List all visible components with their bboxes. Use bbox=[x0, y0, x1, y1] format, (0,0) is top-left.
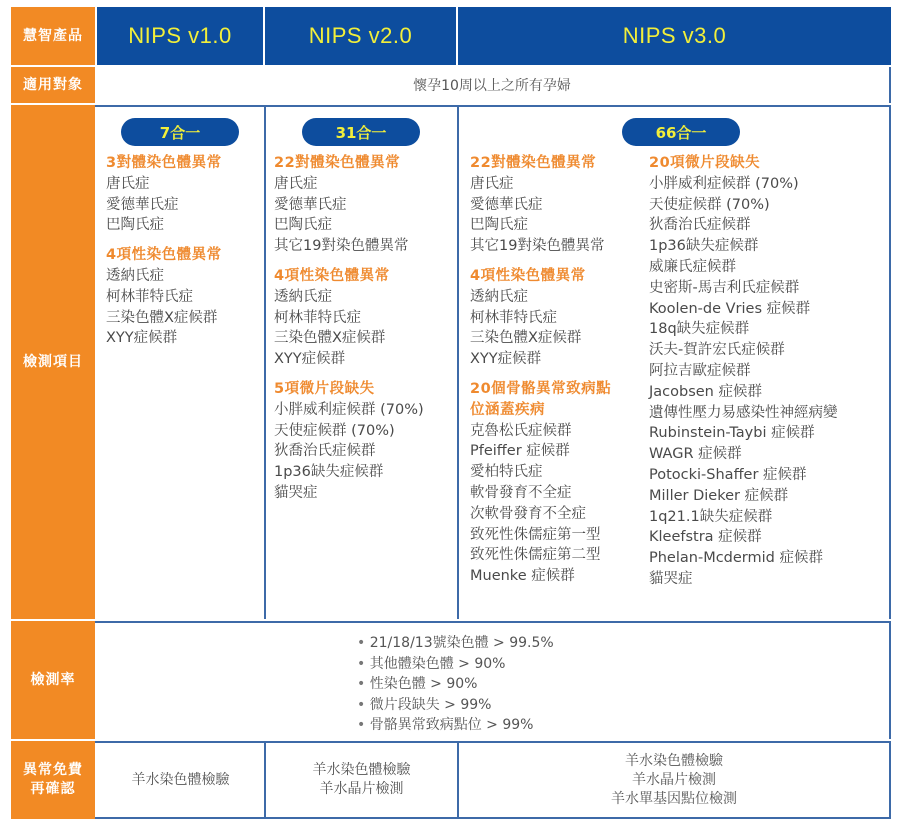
list-item: Koolen-de Vries 症候群 bbox=[649, 300, 811, 317]
confirm-item: 羊水染色體檢驗 bbox=[625, 752, 723, 769]
list-item: 威廉氏症候群 bbox=[649, 258, 736, 275]
list-item: 小胖威利症候群 (70%) bbox=[274, 401, 424, 418]
list-item: 愛德華氏症 bbox=[106, 196, 179, 213]
header-row bbox=[11, 7, 891, 65]
list-item: XYY症候群 bbox=[106, 330, 178, 347]
v2-items bbox=[274, 153, 424, 504]
list-item: 巴陶氏症 bbox=[274, 217, 332, 234]
list-item: 三染色體X症候群 bbox=[106, 309, 218, 326]
target-text: 懷孕10周以上之所有孕婦 bbox=[413, 78, 571, 94]
list-item: 克魯松氏症候群 bbox=[470, 422, 572, 439]
list-item: 天使症候群 (70%) bbox=[649, 196, 770, 213]
rate-item: • 骨骼異常致病點位 > 99% bbox=[357, 715, 554, 736]
list-item: 1p36缺失症候群 bbox=[649, 238, 759, 255]
list-item: 貓哭症 bbox=[649, 570, 693, 587]
section-title: 20項微片段缺失 bbox=[649, 155, 761, 171]
list-item: 三染色體X症候群 bbox=[470, 330, 582, 347]
rate-item: • 微片段缺失 > 99% bbox=[357, 695, 554, 716]
section-title: 4項性染色體異常 bbox=[470, 267, 586, 284]
list-item: XYY症候群 bbox=[470, 351, 542, 368]
pill-31in1: 31合一 bbox=[302, 118, 420, 146]
list-item: 史密斯-馬吉利氏症候群 bbox=[649, 279, 800, 296]
list-item: 1q21.1缺失症候群 bbox=[649, 508, 773, 525]
list-item: 阿拉吉歐症候群 bbox=[649, 362, 751, 379]
list-item: 沃夫-賀許宏氏症候群 bbox=[649, 342, 785, 359]
section-title: 4項性染色體異常 bbox=[106, 247, 222, 264]
list-item: 透納氏症 bbox=[470, 288, 528, 305]
confirm-row bbox=[11, 741, 891, 819]
list-item: 致死性侏儒症第二型 bbox=[470, 547, 601, 564]
list-item: XYY症候群 bbox=[274, 351, 346, 368]
list-item: 遺傳性壓力易感染性神經病變 bbox=[649, 404, 838, 421]
confirm-item: 羊水晶片檢測 bbox=[632, 771, 716, 788]
rate-item: • 其他體染色體 > 90% bbox=[357, 654, 554, 675]
divider bbox=[264, 105, 266, 619]
list-item: 次軟骨發育不全症 bbox=[470, 505, 586, 522]
list-item: 三染色體X症候群 bbox=[274, 330, 386, 347]
rate-list bbox=[357, 633, 554, 736]
list-item: 軟骨發育不全症 bbox=[470, 484, 572, 501]
list-item: Jacobsen 症候群 bbox=[649, 383, 762, 400]
list-item: Phelan-Mcdermid 症候群 bbox=[649, 550, 823, 567]
confirm-item: 羊水單基因點位檢測 bbox=[611, 790, 737, 807]
header-nips-v1: NIPS v1.0 bbox=[97, 7, 263, 65]
list-item: 唐氏症 bbox=[274, 175, 318, 192]
label-confirm bbox=[11, 741, 95, 819]
list-item: 18q缺失症候群 bbox=[649, 321, 750, 338]
header-nips-v3: NIPS v3.0 bbox=[458, 7, 891, 65]
items-row bbox=[11, 105, 891, 619]
list-item: 柯林菲特氏症 bbox=[106, 288, 193, 305]
section-title: 5項微片段缺失 bbox=[274, 380, 375, 397]
list-item: 愛柏特氏症 bbox=[470, 464, 543, 481]
confirm-item: 羊水染色體檢驗 bbox=[312, 762, 411, 778]
list-item: 狄喬治氏症候群 bbox=[649, 217, 751, 234]
label-confirm-line2: 再確認 bbox=[30, 781, 76, 797]
confirm-v1 bbox=[97, 743, 264, 817]
list-item: 巴陶氏症 bbox=[470, 217, 528, 234]
list-item: 貓哭症 bbox=[274, 484, 318, 501]
label-product: 慧智產品 bbox=[11, 7, 95, 65]
list-item: 1p36缺失症候群 bbox=[274, 464, 384, 481]
divider bbox=[457, 105, 459, 619]
list-item: 天使症候群 (70%) bbox=[274, 422, 395, 439]
section-title: 4項性染色體異常 bbox=[274, 267, 390, 284]
section-title: 3對體染色體異常 bbox=[106, 155, 222, 171]
v1-items bbox=[106, 153, 222, 349]
list-item: 愛德華氏症 bbox=[274, 196, 347, 213]
rate-item: • 21/18/13號染色體 > 99.5% bbox=[357, 633, 554, 654]
list-item: 透納氏症 bbox=[274, 288, 332, 305]
confirm-item: 羊水染色體檢驗 bbox=[131, 771, 230, 788]
list-item: 其它19對染色體異常 bbox=[470, 238, 605, 255]
list-item: Miller Dieker 症候群 bbox=[649, 487, 789, 504]
list-item: 致死性侏儒症第一型 bbox=[470, 526, 601, 543]
section-title: 22對體染色體異常 bbox=[274, 155, 401, 171]
pill-7in1: 7合一 bbox=[121, 118, 239, 146]
section-title: 22對體染色體異常 bbox=[470, 155, 597, 171]
target-cell bbox=[95, 67, 891, 103]
list-item: 巴陶氏症 bbox=[106, 217, 164, 234]
confirm-v2 bbox=[266, 743, 457, 817]
list-item: WAGR 症候群 bbox=[649, 446, 742, 463]
list-item: 狄喬治氏症候群 bbox=[274, 443, 376, 460]
list-item: Kleefstra 症候群 bbox=[649, 529, 762, 546]
list-item: 透納氏症 bbox=[106, 267, 164, 284]
label-target: 適用對象 bbox=[11, 67, 95, 103]
label-items: 檢測項目 bbox=[11, 105, 95, 619]
list-item: 柯林菲特氏症 bbox=[274, 309, 361, 326]
v3-right-items bbox=[649, 153, 838, 590]
header-nips-v2: NIPS v2.0 bbox=[265, 7, 456, 65]
list-item: 小胖威利症候群 (70%) bbox=[649, 175, 799, 192]
rate-row bbox=[11, 621, 891, 739]
pill-66in1: 66合一 bbox=[622, 118, 740, 146]
section-title: 20個骨骼異常致病點 bbox=[470, 380, 612, 397]
list-item: Potocki-Shaffer 症候群 bbox=[649, 466, 807, 483]
list-item: Rubinstein-Taybi 症候群 bbox=[649, 425, 815, 442]
list-item: 其它19對染色體異常 bbox=[274, 238, 409, 255]
target-row bbox=[11, 67, 891, 103]
section-title: 位涵蓋疾病 bbox=[470, 401, 545, 418]
list-item: 柯林菲特氏症 bbox=[470, 309, 557, 326]
label-rate: 檢測率 bbox=[11, 621, 95, 739]
list-item: 愛德華氏症 bbox=[470, 196, 543, 213]
label-confirm-line1: 異常免費 bbox=[23, 762, 83, 778]
confirm-v3 bbox=[459, 743, 889, 817]
v3-left-items bbox=[470, 153, 611, 587]
list-item: 唐氏症 bbox=[470, 175, 514, 192]
list-item: 唐氏症 bbox=[106, 175, 150, 192]
confirm-item: 羊水晶片檢測 bbox=[319, 781, 404, 797]
list-item: Muenke 症候群 bbox=[470, 568, 575, 585]
rate-item: • 性染色體 > 90% bbox=[357, 674, 554, 695]
list-item: Pfeiffer 症候群 bbox=[470, 443, 570, 460]
